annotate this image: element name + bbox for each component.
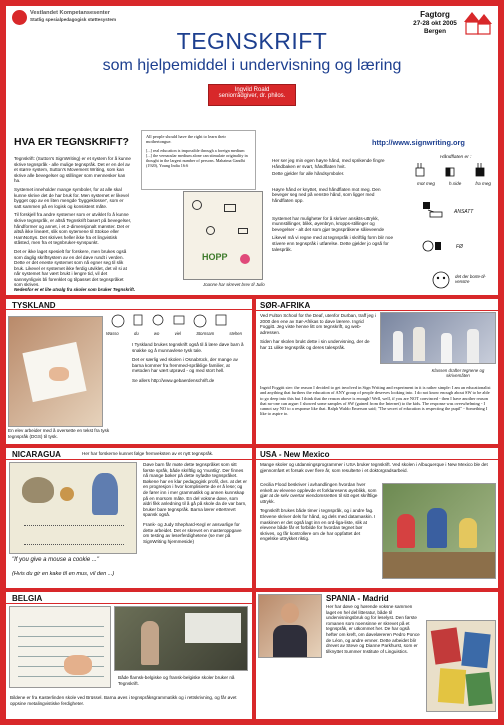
bortest-label: det der borte-til-venstre — [455, 274, 486, 285]
quote-box — [141, 130, 256, 190]
belgia-title-line — [6, 603, 252, 604]
child-drawing-image — [183, 191, 263, 280]
book-cover-3 — [438, 668, 466, 704]
tyskland-sign-labels — [106, 331, 242, 336]
belgia-worksheet-photo — [9, 606, 111, 688]
photo-teacher — [141, 621, 159, 665]
nicaragua-book-image — [9, 462, 137, 554]
author-name: Ingvild Roald — [234, 87, 270, 93]
photo-person-2 — [413, 327, 425, 361]
sorafrika-p2: Siden har skolen brukt dette i sin undervisning, der de har 11 ulike tegnspråk og deres talespråk. — [260, 339, 370, 350]
conf-name: Fagtorg — [420, 10, 450, 19]
usa-p3: Tegnskrift brukes både timer i tegnspråk, og i andre fag. Elevene skriver dels for hånd, og dels med datamaskin. I maskinen er det også lagt inn en ord-liga-liste, slik at elevene både får et forbilde for hvordan tegnet bør skrives, og får kontrollere om de har oppfattet det engelske uttrykket riktig. — [260, 508, 376, 542]
tyskland-title: TYSKLAND — [12, 301, 56, 310]
sorafrika-title-line — [256, 310, 498, 311]
bortest-sign-icon — [430, 270, 452, 290]
usa-title-line — [256, 459, 498, 460]
right-p2: Dette gjelder for alle håndsymboler. — [272, 171, 345, 177]
nicaragua-intro: Her har forskerne kunnet følge fremveksten av et nytt tegnspråk. — [82, 451, 214, 456]
sorafrika-title: SØR-AFRIKA — [260, 301, 311, 310]
nicaragua-title-line — [6, 459, 252, 460]
signwriting-url[interactable]: http://www.signwriting.org — [372, 138, 465, 147]
belgia-bottom-text: Bildene er fra Kasterlinden skole ved Brüssel. Barna øves i tegnspråksgrammatikk og i rettskrivning, og får øvet oppsine metalingvistiske ferdigheter. — [10, 695, 237, 706]
sorafrika-caption: Klassen drafter tegnene og skrivemåten — [431, 368, 485, 379]
sorafrika-class-photo — [380, 312, 496, 364]
right-p4: Systemet har muligheter for å skriver ansikts-uttrykk, munnstillinger, blikk, øyenbryn, kropps-stillinger og bevegelser - alt det som gjør tegnspråkene såleveende — [272, 215, 385, 232]
drawing-sign-2 — [224, 204, 236, 212]
legend-labels — [410, 181, 498, 186]
drawing-flower — [240, 254, 250, 264]
tyskland-sign-row — [108, 311, 238, 331]
sign-label-stehen: stehen — [229, 331, 242, 336]
spania-title: SPANIA - Madrid — [326, 594, 389, 603]
drawing-sign-4 — [238, 228, 248, 234]
poster-title: TEGNSKRIFT — [176, 28, 328, 54]
usa-text — [260, 482, 378, 542]
quote-body: [...] real education is impossible through a foreign medium [...] the vernacular medium alone can stimulate originality in thought in the largest number of persons. Mahatma Gandhi (1920), Young India 16:6 — [146, 148, 248, 169]
right-intro-text — [272, 158, 396, 252]
legend-title: Håndflaten er : — [440, 155, 472, 160]
book-cover-4 — [465, 672, 492, 706]
sign-label-viel: viel — [174, 331, 181, 336]
intro-p4: Det er ikke laget spesielt for forskere, men brukes også som daglig skriftsystem av en del døve rundt i verden. Dette er det eneste systemet som nå egner seg til slik bruk. Likevel er systemet ikke ferdig utviklet, det vil si at når systemet har vært brukt i lengre tid, vil det sannsynligvis bli forenklet og tilpasset det tegnspråket som skrives. — [14, 248, 127, 288]
sign-label-stornsam: Stornsam — [196, 331, 215, 336]
photo-desk — [383, 552, 496, 579]
org-subline: Statlig spesialpedagogisk støttesystem — [30, 17, 117, 22]
belgia-classroom-photo — [114, 606, 248, 671]
tyskland-text — [132, 342, 244, 384]
photo-signer-body — [273, 625, 307, 658]
drawing-word: HOPP — [202, 252, 228, 262]
nicaragua-p2: Frank- og Judy Shephard-Kegl er ansvarlige for dette arbeidet. Det er skrevet en masteroppgave om testing av leserferdighetene (se mer på SignWriting hjemmeside) — [143, 521, 242, 544]
nicaragua-quote-en: "If you give a mouse a cookie ..." — [12, 557, 99, 563]
right-p5: Likevel må vi regne med at tegnspråk i skriftlig form blir noe stivere enn tegnspråk i utførelse. Dette gjelder jo også for talespråk. — [272, 235, 394, 252]
tyskland-p1: I Tyskland brukes tegnskrift også til å lære døve barn å snakke og å munnavlese tysk tale. — [132, 342, 244, 353]
legend-mot-meg: mot meg — [417, 181, 435, 186]
sign-label-wo: wo — [153, 331, 160, 336]
org-logo — [12, 10, 27, 25]
belgia-title: BELGIA — [12, 594, 43, 603]
book-mouse — [22, 477, 54, 503]
spania-photo — [258, 594, 322, 658]
sorafrika-text — [260, 313, 376, 351]
right-p1: Her ser jeg min egen høyre hånd, med sprikende fingre Håndbaken er svart, håndflaten hvit. — [272, 158, 385, 169]
book-cover-1 — [431, 627, 461, 664]
photo-whiteboard — [185, 613, 241, 643]
sorafrika-p1: Ved Fulton School for the Deaf, utenfor Durban, traff jeg i 2000 den ene av Sør-Afrikas to døve lærere. Ingrid Foggitt. Jeg viste henne litt om tegnskrift, og web-adressen. — [260, 313, 376, 335]
author-role: seniorrådgiver, dr. philos. — [218, 93, 286, 99]
book-cover-2 — [461, 632, 490, 669]
nicaragua-p1: Døve barn får møte dette tegnspråket som sitt første språk, både skriftlig og 'muntlig'. Der finnes nå mange bøker på dette nyfødte tegnspråket. Bøkene har en klar pedagogisk profil, dvs. at det er en progresjon i hvor komplisierte de er å lese; og de fører inn i mer grammatikk og annen kunnskap på en morsom måte. En del voksne døve, som aldri fikk anledning til å gå på skole da de var barn, bruker bare tegnspråk. Barna lærer ettertrevrt spansk også. — [143, 462, 247, 518]
intro-p1: Tegnskrift: (Sutton's SignWriting) er et system for å kunne skrive tegnspråk - alle mulige tegnspråk. Det er en del av et større system, Sutton's Movement Writing, som kan skrive alle bevegelser og stillinger som mennesker kan ha. — [14, 156, 131, 184]
tyskland-student-photo — [8, 316, 103, 427]
conf-date: 27-28 okt 2005 — [413, 20, 457, 27]
drawing-sign-1 — [192, 200, 202, 210]
usa-classroom-photo — [382, 483, 496, 579]
spania-text: Her har døve og hørende voksne sammen laget en hel del litteratur, både til undervisningsbruk og for leselyst. Den første romanen som noensinne er skrevet på et tegnspråk, er utkommet her. De har også hefter om kreft, om døvelæreren Pedro Ponce de Léon, og andre emner. Dette arbeidet blir drevet av Steve og Dianne Parkhurst, som er tilknyttet Summer Institute of Linguistics. — [326, 604, 420, 654]
nicaragua-text — [143, 462, 247, 544]
nicaragua-title: NICARAGUA — [12, 450, 61, 459]
right-p3: Høyre hånd er knyttet, med håndflaten mot meg. Den beveger seg ned på venstre hånd, som ligger med håndflaten opp. — [272, 186, 381, 203]
drawing-caption: Joanne har skrevet brev til Julio — [203, 282, 265, 287]
photo-signer-head — [281, 603, 299, 623]
intro-heading: HVA ER TEGNSKRIFT? — [14, 136, 129, 148]
worksheet-hand — [64, 655, 92, 675]
fo-sign-icon — [420, 236, 446, 256]
legend-fra-meg: fra meg — [475, 181, 491, 186]
hand-legend-icons — [410, 162, 498, 180]
photo-hand — [49, 367, 69, 381]
photo-student-2 — [427, 508, 447, 548]
photo-person-1 — [393, 331, 403, 361]
intro-text — [14, 156, 132, 288]
tyskland-caption: En elev arbeider med å oversette en tekst fra tysk tegnspråk (DGS) til tysk. — [8, 428, 110, 439]
sorafrika-quote: Ingrid Foggitt sier: the reason I decided to get involved in Sign Writing and experiment in it is rather simple: I am an educationalist and anything that furthers the education of ANY group of people deserves looking into. I do not know enough about SW to be able to go deep into this but I think that the reason above is enough! Well, well, if you are NOT convinced - then I have another reason that no-one can argue: I showed some samples of SW (gained from the Internet) to the kids. The response was overwhelming - I cannot say NO to a response like that. Ralph Waldo Emerson said; "The secret of education is respecting the pupil" - Something I like to aspire to. — [260, 385, 491, 417]
org-name: Vestlandet Kompetansesenter — [30, 10, 110, 16]
ansatt-sign-icon — [420, 200, 446, 220]
book-boy — [92, 473, 118, 515]
photo-student-1 — [397, 514, 415, 548]
legend-h-side: h.side — [449, 181, 462, 186]
intro-p3: Til forskjell fra andre systemer som er utviklet fo å kunne skrive tegnspråk, er altså Tegnskrift basert på bevegelser, håndformer og annet, i et 2-dimensjonalt mønster. Det er altså ikke lineært, slik som sytemene til Stokoe eller HamNoSys. Det skrives heller ikke fra et lingvistisk ståsted, men fra et tegnbruker-synspunkt. — [14, 212, 132, 246]
drawing-sign-3 — [206, 226, 215, 235]
tyskland-p3: Se allers http://www.gebaerdenschrift.de — [132, 377, 215, 383]
photo-person-4 — [467, 329, 479, 363]
nicaragua-quote-no: (Hvis du gir en kake til en mus, vil den ...) — [12, 571, 115, 577]
belgia-caption: Både flamsk-belgiske og fransk-belgiske skoler bruker nå Tegnskrift. — [118, 675, 235, 686]
photo-person-3 — [441, 333, 452, 363]
book-cookie — [60, 487, 74, 501]
quote-head: All people should have the right to learn their mothertongue. — [146, 134, 226, 145]
usa-p2: Cecilia Flood beskriver i avhandlingen hvordan hver enkelt av elevene opplevde et forklaresens øyeblikk, som gjør at de selv overtar eiendomsretten til sitt eget skriftlige uttrykk. — [260, 482, 378, 504]
sign-label-du: du — [134, 331, 139, 336]
photo-student-3 — [459, 518, 477, 548]
poster-subtitle: som hjelpemiddel i undervisning og læring — [102, 57, 402, 74]
conf-city: Bergen — [423, 28, 447, 35]
usa-title: USA - New Mexico — [260, 450, 330, 459]
usa-p1: Mange skoler og utdanningsprogrammer i USA bruker tegnskrift. Ved skolen i Albuquerque i New Mexico ble det gjennomført et forsøk over flere år, som resulterte i et doktorgradsarbeid. — [260, 462, 488, 473]
book-sign-row — [24, 525, 124, 545]
spania-books-photo — [426, 620, 496, 712]
ansatt-label: ANSATT — [454, 209, 474, 215]
intro-p2: Systemet inneholder mange symboler, for at alle skal kunne skrive det de har bruk for. Men systemet er likevel bygget opp av en liten mengde 'byggeklosser', som er satt sammen på en logisk og konsistent måte. — [14, 186, 129, 209]
fo-label: FØ — [456, 244, 463, 250]
sign-label-wasso: Wasso — [106, 331, 119, 336]
author-badge — [208, 84, 296, 106]
tyskland-p2: Det er særlig ved skolen i Osnabrück, der mange av barna kommer fra fremmed-språklige familier, at metoden har vært utprøvd - og med stort hell. — [132, 357, 238, 374]
intro-footnote: Nedenfor er et lite utvalg fra skoler som bruker Tegnskrift. — [14, 287, 136, 292]
